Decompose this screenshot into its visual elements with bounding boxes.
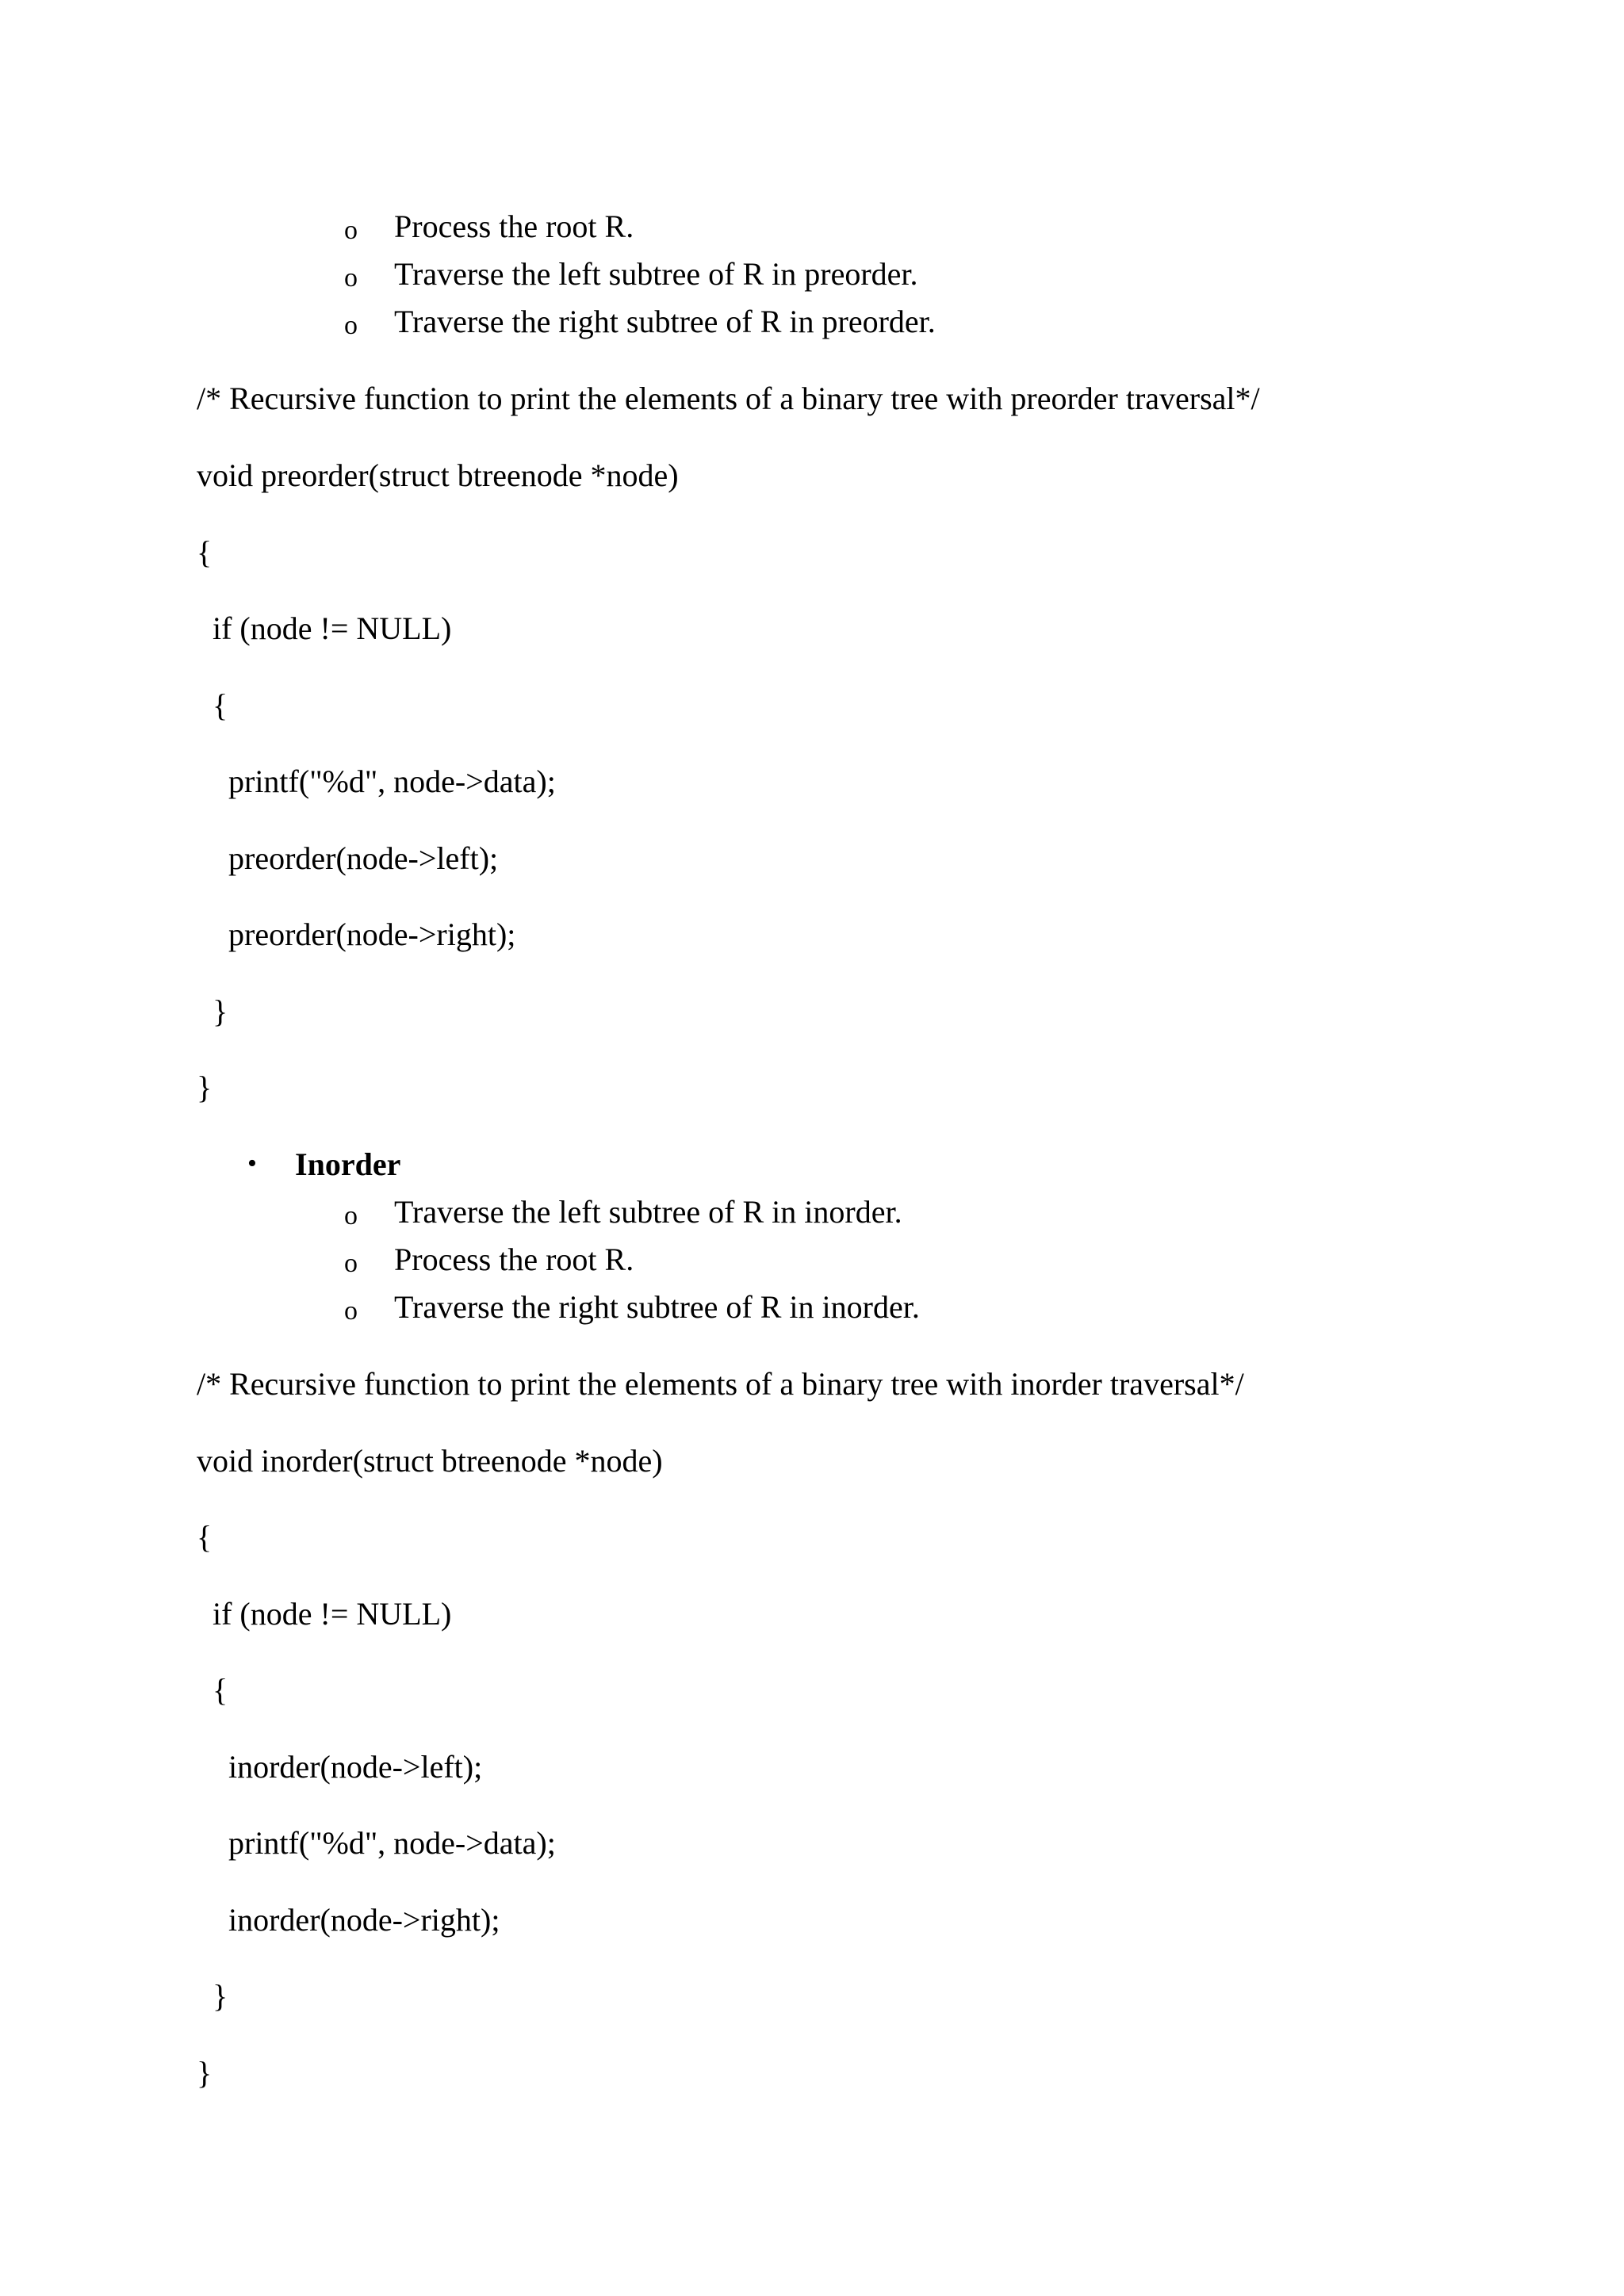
code-line: printf("%d", node->data); (228, 763, 556, 799)
code-line: } (197, 2055, 213, 2091)
inorder-step-2: Process the root R. (394, 1242, 634, 1277)
code-line: } (197, 1070, 213, 1105)
code-line: { (213, 1672, 228, 1708)
code-line: printf("%d", node->data); (228, 1825, 556, 1861)
code-line: { (213, 687, 228, 723)
code-line: inorder(node->right); (228, 1902, 500, 1938)
code-line: if (node != NULL) (213, 1596, 452, 1632)
code-line: void preorder(struct btreenode *node) (197, 457, 679, 493)
bullet-marker: • (247, 1149, 257, 1178)
inorder-heading: Inorder (295, 1146, 401, 1182)
code-line: preorder(node->left); (228, 840, 499, 876)
preorder-step-1: Process the root R. (394, 209, 634, 244)
inorder-step-3: Traverse the right subtree of R in inorder. (394, 1289, 920, 1325)
inorder-comment: /* Recursive function to print the elements of a binary tree with inorder traversal*/ (197, 1366, 1244, 1402)
inorder-step-1: Traverse the left subtree of R in inorder. (394, 1194, 902, 1230)
code-line: inorder(node->left); (228, 1749, 483, 1785)
sub-bullet-marker: o (344, 1201, 358, 1230)
code-line: { (197, 534, 213, 570)
code-line: void inorder(struct btreenode *node) (197, 1443, 663, 1479)
preorder-comment: /* Recursive function to print the elements of a binary tree with preorder traversal*/ (197, 381, 1260, 416)
code-line: } (213, 1978, 228, 2014)
sub-bullet-marker: o (344, 311, 358, 340)
code-line: if (node != NULL) (213, 610, 452, 646)
sub-bullet-marker: o (344, 1249, 358, 1278)
code-line: preorder(node->right); (228, 916, 516, 952)
sub-bullet-marker: o (344, 263, 358, 293)
sub-bullet-marker: o (344, 1296, 358, 1326)
preorder-step-3: Traverse the right subtree of R in preorder. (394, 304, 936, 339)
sub-bullet-marker: o (344, 216, 358, 245)
code-line: { (197, 1519, 213, 1555)
code-line: } (213, 993, 228, 1029)
preorder-step-2: Traverse the left subtree of R in preorder. (394, 256, 918, 292)
